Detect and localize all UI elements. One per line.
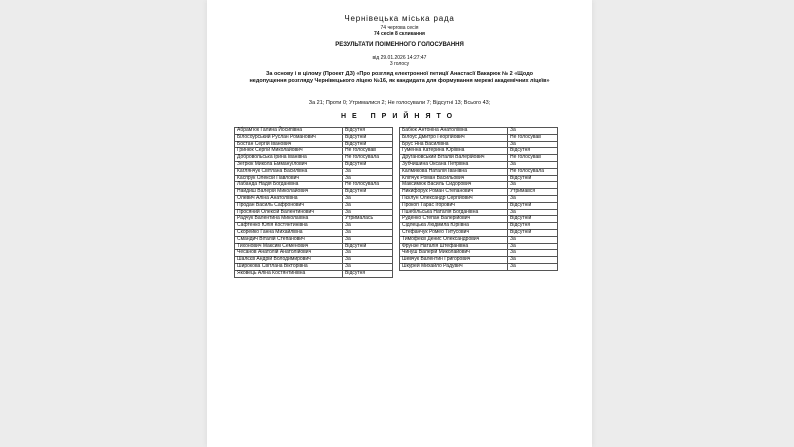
vote-value: Утрималась [343,216,393,223]
deputy-name: Олевич Аліна Анатоліївна [235,195,343,202]
deputy-name: Другановський Віталій Валерійович [400,155,508,162]
vote-value: За [343,168,393,175]
vote-value: Відсутня [343,270,393,277]
deputy-name: Яковець Аліна Костянтинівна [235,270,343,277]
vote-value: За [508,161,558,168]
deputy-name: Кліпчук Роман Васильович [400,175,508,182]
deputy-name: Тихонович Максим Семенович [235,243,343,250]
question-number: 3 голосу [389,61,410,67]
vote-value: За [343,263,393,270]
deputy-name: Чесанов Анатолій Анатолійович [235,250,343,257]
vote-value: Відсутній [343,134,393,141]
deputy-name: Добровольська Ірина Іванівна [235,155,343,162]
vote-value: Відсутній [343,141,393,148]
vote-value: За [508,195,558,202]
council-name: Чернівецька міська рада [344,14,455,23]
convocation-line: 74 сесія 8 скликання [374,31,425,37]
vote-value: За [343,250,393,257]
deputy-name: Сідлецька Людмила Юріївна [400,223,508,230]
vote-value: Не голосувала [508,168,558,175]
deputy-name: Лабанда Надія Богданівна [235,182,343,189]
deputy-name: Просяний Олексій Валентинович [235,209,343,216]
deputy-name: Брус Яна Василівна [400,141,508,148]
right-vote-table [399,127,558,271]
deputy-name: Пєклун Олександр Сергійович [400,195,508,202]
vote-value: За [343,195,393,202]
vote-value: Відсутня [508,148,558,155]
vote-value: Не голосувала [343,182,393,189]
deputy-name: Каспрук Олексій Павлович [235,175,343,182]
vote-value: За [343,236,393,243]
vote-value: За [508,236,558,243]
deputy-name: Сафтенко Юлія Костянтинівна [235,223,343,230]
vote-value: Відсутній [343,243,393,250]
vote-value: За [343,223,393,230]
vote-value: Відсутній [508,175,558,182]
deputy-name: Калмикова Наталія Іванівна [400,168,508,175]
vote-value: Відсутній [343,161,393,168]
deputy-name: Шкурей Михайло Радувич [400,263,508,270]
table-row [235,270,393,277]
deputy-name: Шалєєв Андрій Володимирович [235,257,343,264]
vote-date: від 29.01.2026 14:27:47 [372,55,427,61]
deputy-name: Никифорук Роман Степанович [400,189,508,196]
vote-value: За [508,182,558,189]
deputy-name: Білосоурський Руслан Романович [235,134,343,141]
deputy-name: Тимофеєв Денис Олександрович [400,236,508,243]
vote-value: За [508,243,558,250]
vote-value: Не голосував [508,155,558,162]
table-row [400,263,558,270]
deputy-name: Продан Василь Сафронович [235,202,343,209]
deputy-name: Максимюк Василь Сидорович [400,182,508,189]
deputy-name: Бостан Сергій Іванович [235,141,343,148]
deputy-name: Прокоп Тарас Ігорович [400,202,508,209]
vote-value: За [508,257,558,264]
vote-value: Відсутня [508,223,558,230]
vote-value: За [508,263,558,270]
motion-text: За основу і в цілому (Проект ДЗ) «Про розгляд електронної петиції Анастасії Вакарюк № 2 «Щодо недопущення розгляду Чернівецького ліцею №16, як кандидата для формування мережі академічних ліцеїв» [249,71,550,84]
vote-value: Не голосував [508,134,558,141]
vote-value: За [343,257,393,264]
deputy-name: Білоус Дмитро Георгійович [400,134,508,141]
vote-value: Відсутній [343,189,393,196]
vote-value: За [508,250,558,257]
vote-value: За [508,128,558,135]
deputy-name: Зегрюк Микола Еммануїлович [235,161,343,168]
left-vote-table [234,127,393,278]
deputy-name: Стефанчук Ромео Титусович [400,229,508,236]
vote-value: Відсутній [508,202,558,209]
deputy-name: Гуменна Катерина Юріївна [400,148,508,155]
vote-value: Відсутній [508,216,558,223]
deputy-name: Шевчук Валентин Григорович [400,257,508,264]
deputy-name: Бабюк Антоніна Анатоліївна [400,128,508,135]
deputy-name: Радчук Валентина Миколаївна [235,216,343,223]
deputy-name: Широкова Світлана Вікторівна [235,263,343,270]
vote-value: Не голосувала [343,155,393,162]
session-line: 74 чергова сесія [380,25,419,31]
deputy-name: Пшебільська Наталія Богданівна [400,209,508,216]
deputy-name: Руденко Степан Валерійович [400,216,508,223]
deputy-name: Абрам'юк Галина Йосипівна [235,128,343,135]
deputy-name: Чинуш Валерій Миколайович [400,250,508,257]
vote-value: За [343,229,393,236]
vote-value: Відсутня [343,128,393,135]
deputy-name: Фрунзе Наталія Штефанівна [400,243,508,250]
deputy-name: Смандич Віталій Степанович [235,236,343,243]
vote-value: За [343,202,393,209]
deputy-name: Зубчишина Оксана Петрівна [400,161,508,168]
vote-value: За [343,209,393,216]
vote-result: НЕ ПРИЙНЯТО [340,113,459,120]
vote-value: За [508,141,558,148]
deputy-name: Скорейко Ганна Михайлівна [235,229,343,236]
deputy-name: Гринюк Сергій Миколайович [235,148,343,155]
vote-value: Утримався [508,189,558,196]
results-title: РЕЗУЛЬТАТИ ПОІМЕННОГО ГОЛОСУВАННЯ [335,42,464,48]
vote-value: Відсутній [508,229,558,236]
deputy-name: Найдиш Валерій Миколайович [235,189,343,196]
vote-value: Не голосував [343,148,393,155]
deputy-name: Каглянчук Світлана Василівна [235,168,343,175]
document-page [207,0,592,447]
vote-tally: За 21; Проти 0; Утрималися 2; Не голосували 7; Відсутні 13; Всього 43; [308,100,491,106]
vote-value: За [343,175,393,182]
vote-value: За [508,209,558,216]
